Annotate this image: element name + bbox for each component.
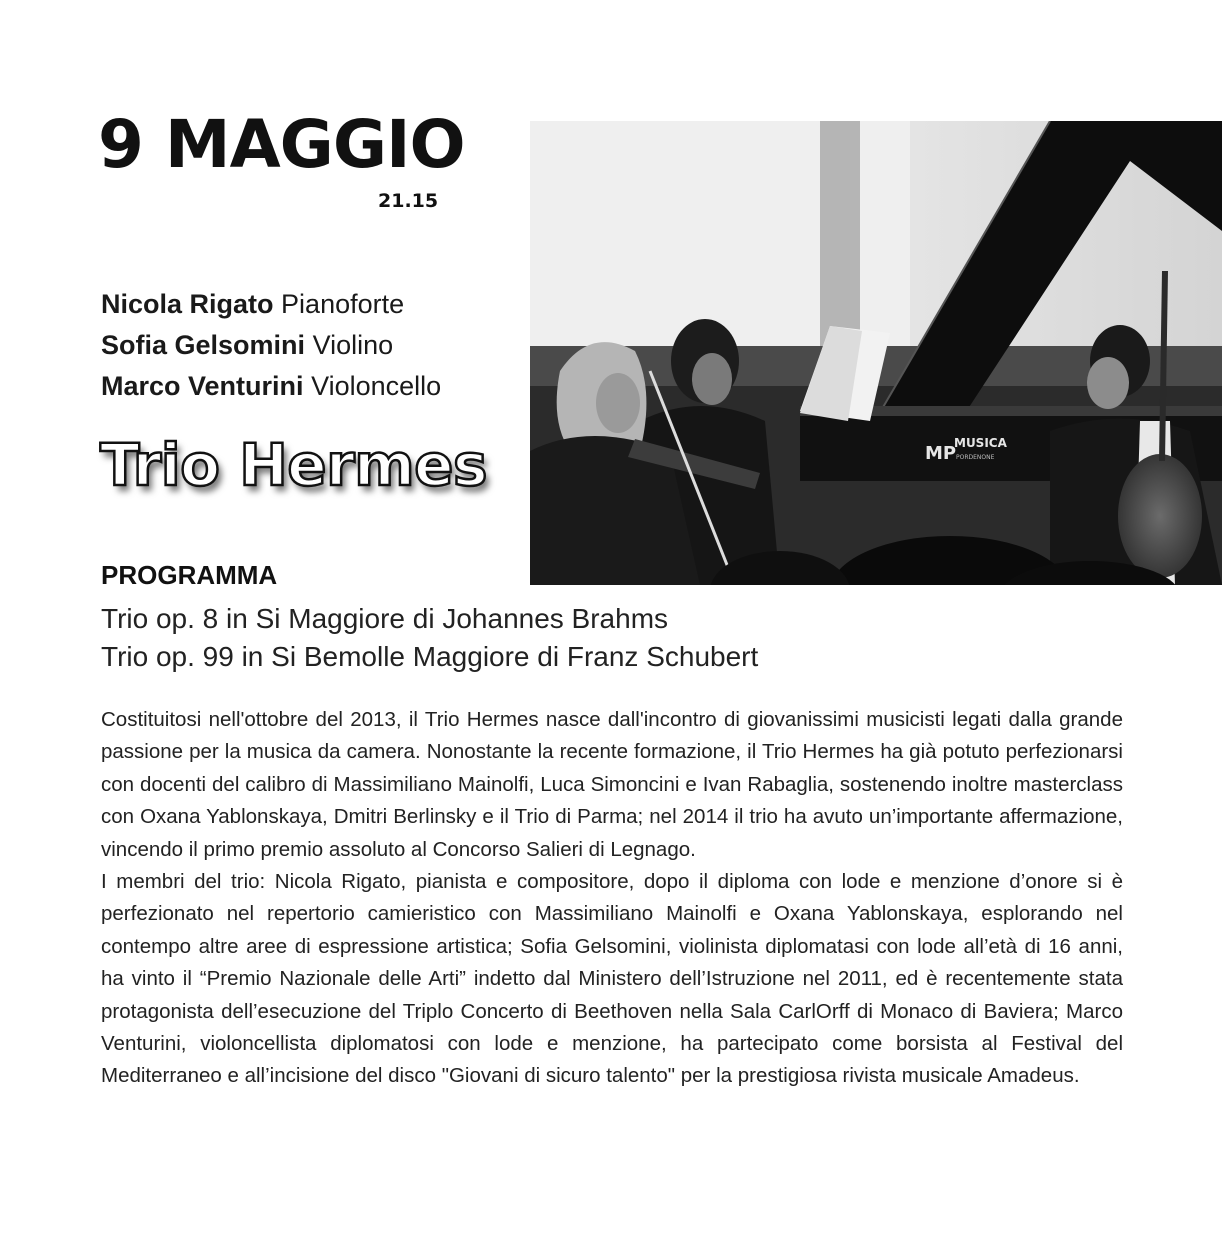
concert-time: 21.15	[378, 190, 439, 212]
piano-brand-name: MUSICA	[954, 436, 1007, 450]
performer-instrument: Violoncello	[311, 371, 442, 401]
performer-row	[101, 325, 441, 366]
performer-name: Nicola Rigato	[101, 289, 274, 319]
bio-paragraph: Costituitosi nell'ottobre del 2013, il Trio Hermes nasce dall'incontro di giovanissimi musicisti legati dalla grande passione per la musica da camera. Nonostante la recente formazione, il Trio Hermes ha già potuto perfezionarsi con docenti del calibro di Massimiliano Mainolfi, Luca Simoncini e Ivan Rabaglia, sostenendo inoltre masterclass con Oxana Yablonskaya, Dmitri Berlinsky e il Trio di Parma; nel 2014 il trio ha avuto un’importante affermazione, vincendo il primo premio assoluto al Concorso Salieri di Legnago.	[101, 708, 1123, 861]
performers-list	[101, 284, 441, 407]
performer-instrument: Violino	[312, 330, 394, 360]
piano-brand-sub: PORDENONE	[956, 454, 995, 461]
performer-instrument: Pianoforte	[281, 289, 405, 319]
ensemble-title: Trio Hermes	[100, 431, 487, 499]
performer-row	[101, 284, 441, 325]
program-heading: PROGRAMMA	[101, 560, 278, 590]
bio-paragraph: I membri del trio: Nicola Rigato, pianista e compositore, dopo il diploma con lode e menzione d’onore si è perfezionato nel repertorio camieristico con Massimiliano Mainolfi e Oxana Yablonskaya, esplorando nel contempo altre aree di espressione artistica; Sofia Gelsomini, violinista diplomatasi con lode all’età di 16 anni, ha vinto il “Premio Nazionale delle Arti” indetto dal Ministero dell’Istruzione nel 2011, ed è recentemente stata protagonista dell’esecuzione del Triplo Concerto di Beethoven nella Sala CarlOrff di Monaco di Baviera; Marco Venturini, violoncellista diplomatosi con lode e menzione, ha partecipato come borsista al Festival del Mediterraneo e all’incisione del disco "Giovani di sicuro talento" per la prestigiosa rivista musicale Amadeus.	[101, 870, 1123, 1088]
trio-photo	[530, 121, 1222, 585]
performer-name: Marco Venturini	[101, 371, 304, 401]
concert-date: 9 MAGGIO	[98, 106, 465, 183]
piano-brand-mark: MP	[925, 443, 957, 464]
performer-row	[101, 366, 441, 407]
program-item: Trio op. 8 in Si Maggiore di Johannes Brahms	[101, 603, 669, 634]
program-list	[101, 600, 758, 676]
trio-biography	[101, 704, 1123, 1093]
performer-name: Sofia Gelsomini	[101, 330, 306, 360]
program-item: Trio op. 99 in Si Bemolle Maggiore di Franz Schubert	[101, 641, 759, 672]
